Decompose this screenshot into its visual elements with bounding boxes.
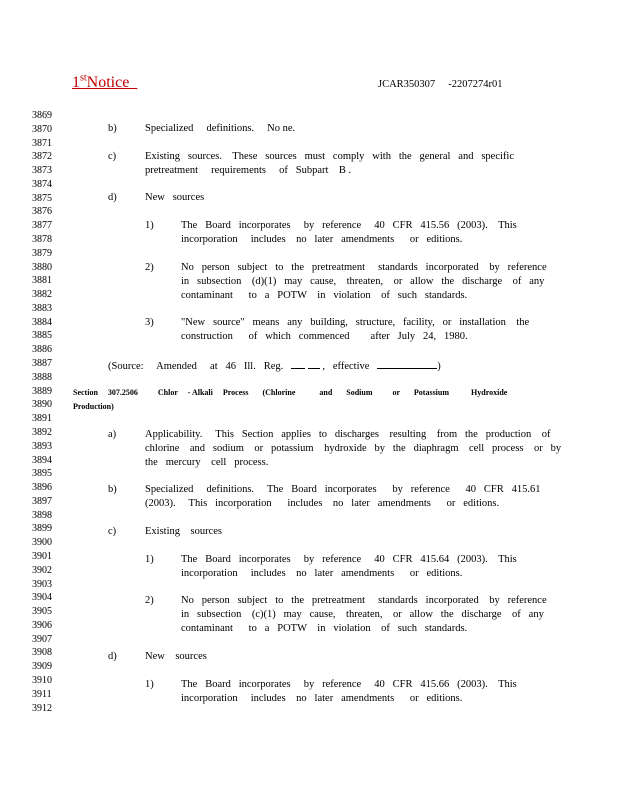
- line-number: 3876: [32, 206, 52, 218]
- source-text: (Source: Amended at 46 Ill. Reg.: [108, 361, 292, 372]
- subitem-text: in subsection (d)(1) may cause, threaten, or allow the discharge of any: [181, 276, 545, 287]
- line-number: 3871: [32, 137, 52, 149]
- line-number: 3912: [32, 702, 52, 714]
- line-number: 3899: [32, 523, 52, 535]
- item-label: c): [108, 526, 117, 537]
- line-number: 3886: [32, 344, 52, 356]
- source-text: , effective: [319, 361, 378, 372]
- section-heading: Section 307.2506 Chlor - Alkali Process (Chlorine and Sodium or Potassium Hydroxide: [73, 388, 508, 397]
- subitem-text: incorporation includes no later amendments or editions.: [181, 234, 463, 245]
- subitem-text: construction of which commenced after July 24, 1980.: [181, 331, 468, 342]
- notice-heading: [72, 74, 137, 92]
- line-number: 3887: [32, 358, 52, 370]
- line-number: 3896: [32, 482, 52, 494]
- subitem-label: 3): [145, 317, 154, 328]
- subitem-label: 2): [145, 262, 154, 273]
- line-number: 3874: [32, 178, 52, 190]
- line-number: 3888: [32, 371, 52, 383]
- item-text: Existing sources. These sources must comply with the general and specific: [145, 151, 514, 162]
- line-number: 3870: [32, 123, 52, 135]
- blank-page: [308, 358, 320, 369]
- subitem-text: incorporation includes no later amendments or editions.: [181, 568, 463, 579]
- line-number: 3877: [32, 220, 52, 232]
- line-number: 3895: [32, 468, 52, 480]
- item-label: d): [108, 651, 117, 662]
- line-number: 3873: [32, 165, 52, 177]
- item-text: New sources: [145, 192, 205, 203]
- line-number: 3882: [32, 289, 52, 301]
- line-number: 3869: [32, 110, 52, 121]
- line-number: 3905: [32, 606, 52, 618]
- item-text: Specialized definitions. The Board incorporates by reference 40 CFR 415.61: [145, 484, 541, 495]
- subitem-text: contaminant to a POTW in violation of such standards.: [181, 290, 468, 301]
- line-number: 3911: [32, 688, 52, 700]
- subitem-text: The Board incorporates by reference 40 CFR 415.56 (2003). This: [181, 220, 517, 231]
- line-number: 3872: [32, 151, 52, 163]
- line-number: 3893: [32, 440, 52, 452]
- blank-volume: [291, 358, 305, 369]
- item-text: New sources: [145, 651, 207, 662]
- document-id: JCAR350307 -2207274r01: [378, 79, 503, 90]
- source-text: ): [437, 361, 441, 372]
- item-text: pretreatment requirements of Subpart B .: [145, 165, 352, 176]
- item-text: chlorine and sodium or potassium hydroxide by the diaphragm cell process or by: [145, 443, 562, 454]
- line-number: 3910: [32, 674, 52, 686]
- item-text: Applicability. This Section applies to discharges resulting from the production of: [145, 429, 551, 440]
- subitem-label: 1): [145, 679, 154, 690]
- item-text: the mercury cell process.: [145, 457, 269, 468]
- line-number: 3890: [32, 399, 52, 411]
- source-note: [108, 358, 441, 374]
- item-label: d): [108, 192, 117, 203]
- line-number: 3879: [32, 247, 52, 259]
- blank-date: [377, 358, 437, 369]
- item-label: b): [108, 123, 117, 134]
- line-number: 3884: [32, 316, 52, 328]
- line-number: 3904: [32, 592, 52, 604]
- line-number: 3880: [32, 261, 52, 273]
- line-number: 3881: [32, 275, 52, 287]
- subitem-text: No person subject to the pretreatment standards incorporated by reference: [181, 262, 547, 273]
- item-label: c): [108, 151, 117, 162]
- item-label: a): [108, 429, 117, 440]
- line-number: 3875: [32, 192, 52, 204]
- subitem-text: in subsection (c)(1) may cause, threaten, or allow the discharge of any: [181, 609, 544, 620]
- subitem-text: contaminant to a POTW in violation of such standards.: [181, 623, 468, 634]
- line-number: 3883: [32, 302, 52, 314]
- line-number: 3903: [32, 578, 52, 590]
- line-number: 3901: [32, 550, 52, 562]
- subitem-text: The Board incorporates by reference 40 CFR 415.66 (2003). This: [181, 679, 517, 690]
- line-number: 3885: [32, 330, 52, 342]
- item-text: (2003). This incorporation includes no later amendments or editions.: [145, 498, 500, 509]
- subitem-label: 1): [145, 220, 154, 231]
- line-number: 3894: [32, 454, 52, 466]
- item-text: Specialized definitions. No ne.: [145, 123, 296, 134]
- subitem-text: "New source" means any building, structure, facility, or installation the: [181, 317, 530, 328]
- line-number: 3891: [32, 413, 52, 425]
- notice-word: Notice: [86, 74, 130, 91]
- line-number: 3898: [32, 509, 52, 521]
- line-number: 3909: [32, 661, 52, 673]
- line-number: 3878: [32, 234, 52, 246]
- section-heading: Production): [73, 402, 114, 411]
- line-number: 3902: [32, 564, 52, 576]
- item-label: b): [108, 484, 117, 495]
- notice-ordinal: st: [80, 72, 87, 84]
- subitem-label: 2): [145, 595, 154, 606]
- line-number: 3906: [32, 619, 52, 631]
- line-number: 3900: [32, 537, 52, 549]
- subitem-text: incorporation includes no later amendments or editions.: [181, 693, 463, 704]
- line-number: 3908: [32, 647, 52, 659]
- item-text: Existing sources: [145, 526, 222, 537]
- subitem-text: The Board incorporates by reference 40 CFR 415.64 (2003). This: [181, 554, 517, 565]
- line-number: 3897: [32, 495, 52, 507]
- line-number: 3892: [32, 426, 52, 438]
- subitem-label: 1): [145, 554, 154, 565]
- line-number: 3907: [32, 633, 52, 645]
- notice-number: 1: [72, 74, 80, 91]
- subitem-text: No person subject to the pretreatment standards incorporated by reference: [181, 595, 547, 606]
- line-number: 3889: [32, 385, 52, 397]
